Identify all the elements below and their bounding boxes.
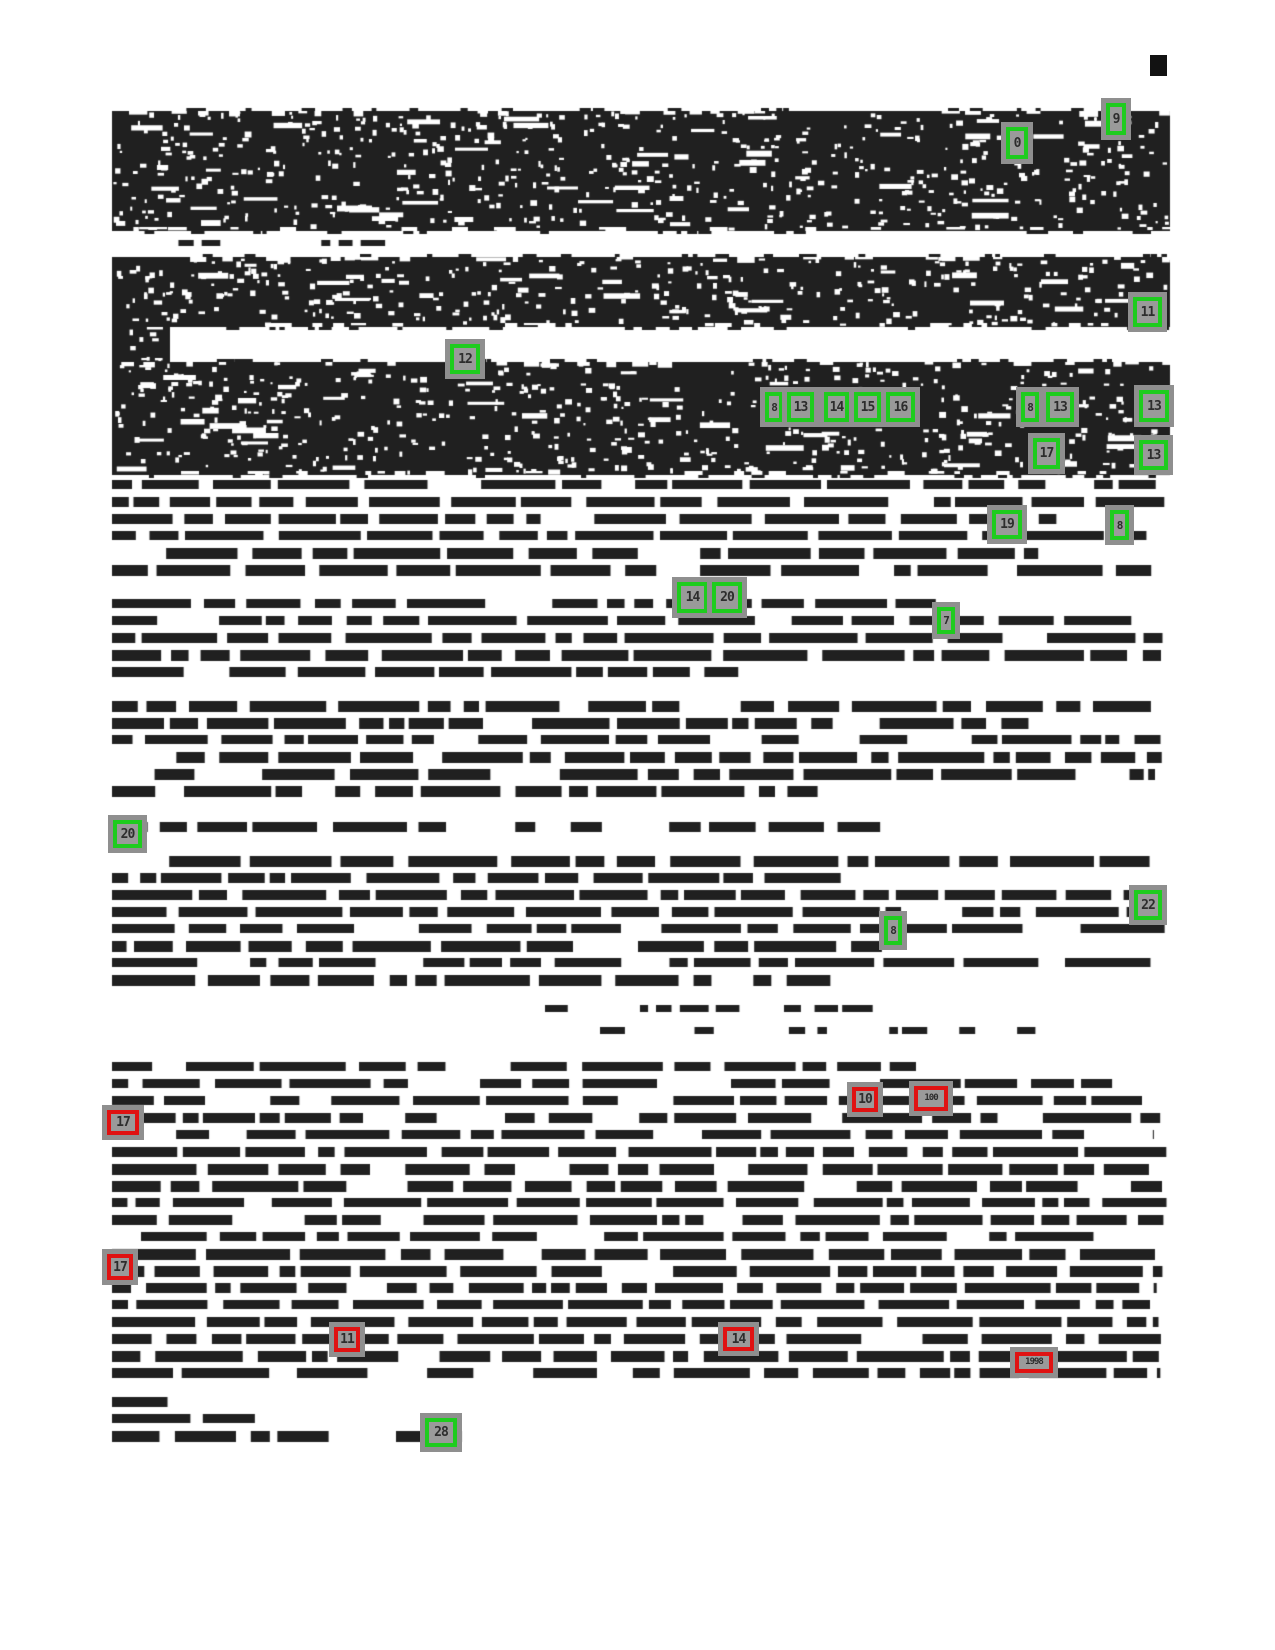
green-annotation-box[interactable] [765,392,783,422]
green-annotation-box[interactable] [1139,440,1168,470]
annotation-label: 13 [1147,398,1161,414]
green-annotation-box[interactable] [1139,390,1169,422]
annotation-label: 10 [858,1092,872,1107]
annotation-label: 15 [860,399,875,415]
annotation-label: 14 [829,399,844,415]
annotation-label: 11 [1140,304,1155,320]
annotation-label: 17 [1039,446,1054,461]
annotation-label: 8 [890,924,896,937]
annotation-label: 19 [1000,517,1014,532]
green-annotation-box[interactable] [854,392,881,422]
green-annotation-box[interactable] [113,820,142,848]
red-annotation-box[interactable] [852,1087,878,1112]
annotation-label: 20 [720,590,734,605]
annotation-label: 8 [1027,400,1033,414]
red-annotation-box[interactable] [1015,1352,1053,1373]
green-annotation-box[interactable] [712,582,742,613]
annotation-label: 14 [731,1331,746,1347]
green-annotation-box[interactable] [677,582,708,613]
annotation-label: 1998 [1025,1357,1043,1367]
annotation-label: 100 [924,1093,938,1103]
green-annotation-box[interactable] [1133,297,1162,327]
annotation-label: 13 [1146,447,1161,463]
green-annotation-box[interactable] [886,392,915,422]
red-annotation-box[interactable] [107,1254,133,1280]
green-annotation-box[interactable] [937,607,955,634]
annotation-label: 11 [340,1332,354,1347]
annotation-label: 12 [458,351,472,367]
red-annotation-box[interactable] [107,1110,139,1135]
annotation-label: 7 [943,614,949,627]
red-annotation-box[interactable] [914,1086,948,1111]
red-annotation-box[interactable] [334,1327,360,1352]
annotation-label: 13 [1053,399,1067,415]
green-annotation-box[interactable] [824,392,849,422]
green-annotation-box[interactable] [1106,103,1126,135]
annotation-label: 22 [1141,897,1155,913]
annotation-label: 8 [771,400,777,414]
annotation-label: 28 [434,1425,448,1440]
green-annotation-box[interactable] [425,1418,457,1447]
red-annotation-box[interactable] [723,1327,754,1351]
annotation-label: 9 [1112,111,1120,127]
annotation-label: 17 [116,1115,130,1130]
green-annotation-box[interactable] [787,392,814,422]
annotation-label: 0 [1013,135,1021,151]
annotation-label: 14 [685,590,700,605]
green-annotation-box[interactable] [1033,438,1060,469]
annotation-label: 13 [793,399,808,415]
green-annotation-box[interactable] [1110,510,1129,540]
annotation-label: 17 [113,1259,127,1275]
green-annotation-box[interactable] [1006,127,1028,159]
green-annotation-box[interactable] [992,510,1022,539]
green-annotation-box[interactable] [1046,392,1074,422]
green-annotation-box[interactable] [450,344,480,374]
annotation-label: 8 [1116,518,1123,532]
annotation-label: 20 [120,826,135,842]
green-annotation-box[interactable] [1021,392,1039,422]
annotation-label: 16 [893,399,908,415]
green-annotation-box[interactable] [1134,890,1162,920]
green-annotation-box[interactable] [884,916,902,945]
